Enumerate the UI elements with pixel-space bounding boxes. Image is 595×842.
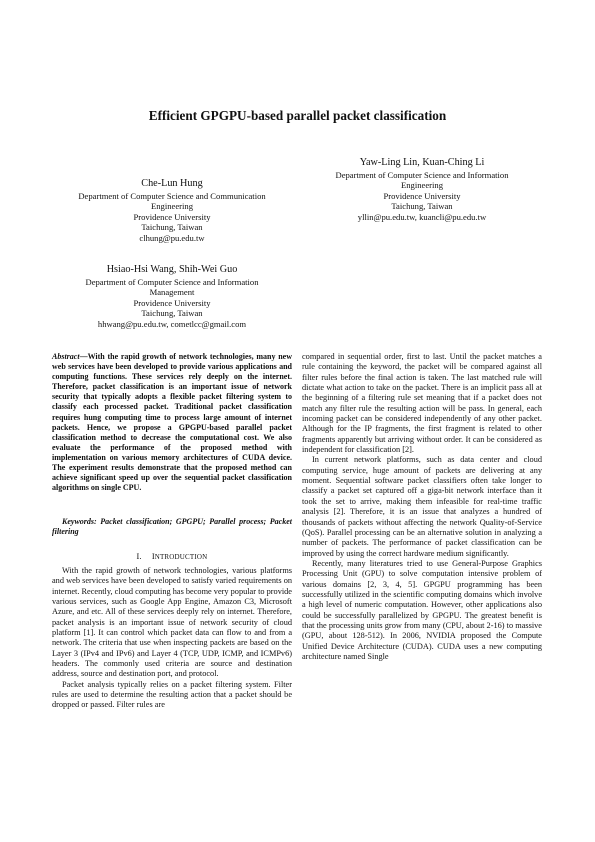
body-paragraph: Recently, many literatures tried to use General-Purpose Graphics Processing Unit (GPU) to solve computation intensive problem of various domains [2, 3, 4, 5]. GPGPU programming has been successfully utilized in the scientific computing domains which involve a high level of numeric computation. However, other applications also could be successfully parallelized by GPGPU. The greatest benefit is that the processing units grow from many (CPU, about 2-16) to massive (GPU, about 128-512). In 2006, NVIDIA proposed the Compute Unified Device Architecture (CUDA). CUDA uses a new computing architecture named Single <box>302 558 542 661</box>
author-department-cont: Management <box>149 287 195 298</box>
body-paragraph: In current network platforms, such as data center and cloud computing service, huge amount of packets are delivering at any moment. Sequential software packet classifiers often take longer to classify a packet set captured off a giga-bit network interface than it took the set to arrive, making them infeasible for real-time traffic analysis [2]. Therefore, it is an issue that analyzes a hundred of thousands of packets without affecting the network Quality-of-Service (QoS). Parallel processing can be an alternative solution in analyzing a number of packets. The performance of packet classification can be improved by using the correct hardware medium significantly. <box>302 455 542 558</box>
abstract <box>52 352 292 493</box>
body-paragraph: Packet analysis typically relies on a packet filtering system. Filter rules are used to determine the resulting action that a packet should be dropped or passed. Filter rules are <box>52 679 292 710</box>
author-names: Che-Lun Hung <box>141 178 203 189</box>
section-heading <box>52 552 292 561</box>
author-email: yllin@pu.edu.tw, kuancli@pu.edu.tw <box>357 211 487 222</box>
author-university: Providence University <box>133 297 211 308</box>
author-names: Hsiao-Hsi Wang, Shih-Wei Guo <box>106 264 238 275</box>
author-block-2 <box>302 156 542 222</box>
section-first-letter: I <box>151 552 155 561</box>
author-email: clhung@pu.edu.tw <box>139 232 205 243</box>
author-location: Taichung, Taiwan <box>391 201 453 212</box>
paper-title: Efficient GPGPU-based parallel packet classification <box>148 108 447 123</box>
author-block-1 <box>52 177 292 243</box>
author-department: Department of Computer Science and Information <box>85 277 259 287</box>
section-number: I. <box>136 552 142 561</box>
author-department: Department of Computer Science and Information <box>335 170 509 180</box>
author-email: hhwang@pu.edu.tw, cometlcc@gmail.com <box>97 318 247 329</box>
author-location: Taichung, Taiwan <box>141 308 203 319</box>
body-paragraph: compared in sequential order, first to last. Until the packet matches a rule containing the keyword, the packet will be compared against all filter rules before the final action is taken. The last matched rule will dictate what action to take on the packet. There is an implicit pass all at the beginning of a filtering rule set meaning that if a packet does not match any filter rule the resulting action will be pass. In general, each incoming packet can be considered independently of any other packet. Although for the IP fragments, the first fragment is related to other fragments apparently but arriving without order. It can be considered as independent for classification [2]. <box>302 352 542 455</box>
left-column-body <box>52 566 292 711</box>
author-block-3 <box>52 263 292 329</box>
body-paragraph: With the rapid growth of network technologies, various platforms and web services have been developed to satisfy varied requirements on internet. Recently, cloud computing has become very popular to provide various services, such as Google App Engine, Amazon C3, Microsoft Azure, and etc. All of these services deeply rely on internet. Therefore, packet analysis is an important issue of network security of cloud platform [1]. It can control which packet data can flow to and from a network. The criteria that use when inspecting packets are based on the Layer 3 (IPv4 and IPv6) and Layer 4 (TCP, UDP, ICMP, and ICMPv6) headers. The commonly used criteria are source and destination address, source and destination port, and protocol. <box>52 566 292 679</box>
abstract-text: —With the rapid growth of network technologies, many new web services have been developed to provide various applications and computing functions. These services rely deeply on the internet. Therefore, packet classification is an important issue of network security that typically adopts a flexible packet filtering system to classify each processed packet. Traditional packet classification requires hung computing time to process large amount of internet packets. Hence, we propose a GPGPU-based parallel packet classification method to decrease the computational cost. We also evaluate the performance of the proposed method with implementation on various memory architectures of CUDA device. The experiment results demonstrate that the proposed method can achieve significant speed up over the sequential packet classification algorithms on single CPU. <box>52 352 292 493</box>
keywords: Keywords: Packet classification; GPGPU; Parallel process; Packet filtering <box>52 517 292 537</box>
author-university: Providence University <box>383 190 461 201</box>
abstract-label: Abstract <box>52 352 80 361</box>
section-title-rest: NTRODUCTION <box>154 553 208 561</box>
right-column-body <box>302 352 542 662</box>
author-university: Providence University <box>133 211 211 222</box>
author-department-cont: Engineering <box>401 180 443 191</box>
author-department: Department of Computer Science and Communication <box>78 191 266 201</box>
author-location: Taichung, Taiwan <box>141 222 203 233</box>
author-department-cont: Engineering <box>151 201 193 212</box>
author-names: Yaw-Ling Lin, Kuan-Ching Li <box>359 157 485 168</box>
